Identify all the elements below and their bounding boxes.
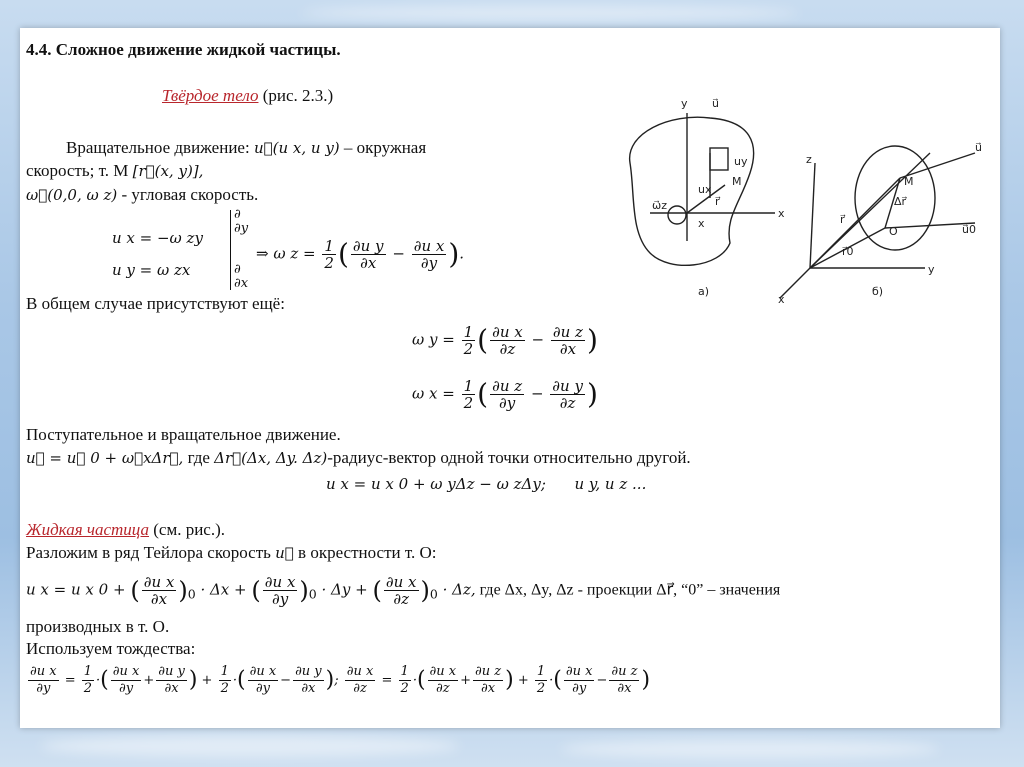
- velocity-box-a: [710, 148, 728, 170]
- eq1-rhs: ⇒ ω z = $\frac{1}{2}$ ( $\frac{\text{∂u y}}{\partial x}$ − $\frac{\text{∂u x}}{\partial y}$ ).: [256, 237, 465, 272]
- figure-rigid-body: [610, 93, 990, 308]
- label-ux-a: ux: [698, 183, 712, 196]
- eq-omega-y: ω y = $\frac{1}{2}$ ( $\frac{\text{∂u x}}{\partial z}$ − $\frac{\text{∂u z}}{\partial x}$ ): [412, 323, 598, 358]
- solid-body-ref: (рис. 2.3.): [258, 86, 334, 105]
- label-x-axis-a: x: [778, 207, 785, 220]
- rotational-prefix: Вращательное движение:: [66, 138, 254, 157]
- eq-omega-x: ω x = $\frac{1}{2}$ ( $\frac{\text{∂u z}}{\partial y}$ − $\frac{\text{∂u y}}{\partial z}$ ): [412, 377, 598, 412]
- label-a: а): [698, 285, 710, 298]
- fluid-particle-link[interactable]: Жидкая частица: [26, 520, 149, 539]
- label-u-b: u⃗: [975, 141, 982, 154]
- z-axis-b: [810, 163, 815, 268]
- eq1-ux: u x = −ω zy: [112, 229, 203, 247]
- radius-vector-math: Δr⃗(Δx, Δy. Δz): [214, 449, 328, 467]
- eq1-d-dy: ∂ ∂y: [234, 207, 249, 236]
- body-outline-a: [630, 117, 754, 265]
- rotational-suffix: – окружная: [339, 138, 427, 157]
- identity-text: Используем тождества:: [26, 639, 196, 658]
- translational-math: u⃗ = u⃗ 0 + ω⃗xΔr⃗,: [26, 449, 184, 467]
- eq1-d-dx: ∂ ∂x: [234, 262, 249, 291]
- rotational-line-1: [66, 138, 426, 158]
- translational-eq-line: u⃗ = u⃗ 0 + ω⃗xΔr⃗, где Δr⃗(Δx, Δy. Δz)-радиус-вектор одной точки относительно другой.: [26, 448, 691, 467]
- label-r-b: r⃗: [840, 213, 845, 226]
- rotational-line-3: [26, 185, 258, 205]
- label-r-a: r⃗: [715, 195, 720, 208]
- taylor-equation: u x = u x 0 + ( $\frac{\text{∂u x}}{\partial x}$ )$_0 \cdot \Delta x$ + ( $\frac{\text{∂u x}}{\partial y}$ )$_0 \cdot \Delta y$ + ( $\frac{\text{∂u x}}{\partial z}$ )$_0 \cdot \Delta z$, где Δx, Δy, Δz - проекции Δr⃗, “0” – значения: [26, 573, 781, 608]
- fluid-particle-line: [26, 520, 225, 540]
- rotational-line-2: [26, 161, 203, 181]
- slide-title: 4.4. Сложное движение жидкой частицы.: [26, 40, 341, 59]
- eq1-bar: [230, 210, 231, 290]
- taylor-u: u⃗: [275, 544, 294, 562]
- angular-velocity-label: - угловая скорость.: [117, 185, 259, 204]
- point-m-math: [r⃗(x, y)],: [132, 162, 204, 180]
- solid-body-line: [162, 86, 333, 106]
- label-r0-b: r⃗0: [842, 245, 854, 258]
- general-case-text: В общем случае присутствуют ещё:: [26, 294, 285, 313]
- solid-body-link[interactable]: Твёрдое тело: [162, 86, 259, 105]
- rotational-velocity-math: u⃗(u x, u y): [253, 139, 340, 157]
- taylor-line: Разложим в ряд Тейлора скорость u⃗ в окрестности т. О:: [26, 543, 437, 562]
- label-omega-a: ω⃗z: [652, 199, 667, 212]
- label-dr-b: Δr⃗: [894, 195, 907, 208]
- label-u0-b: u⃗0: [962, 223, 976, 236]
- translational-text: Поступательное и вращательное движение.: [26, 425, 341, 444]
- label-y-b: y: [928, 263, 935, 276]
- label-y-a: y: [681, 97, 688, 110]
- label-x-a: x: [698, 217, 705, 230]
- label-x-b: x: [778, 293, 785, 306]
- angular-velocity-math: ω⃗(0,0, ω z): [26, 186, 118, 204]
- fluid-particle-ref: (см. рис.).: [149, 520, 226, 539]
- slide: [20, 28, 1000, 728]
- label-o-b: O: [889, 225, 898, 238]
- radius-vector-desc: -радиус-вектор одной точки относительно другой.: [327, 448, 691, 467]
- derivatives-text: производных в т. О.: [26, 617, 170, 636]
- label-b: б): [872, 285, 884, 298]
- label-m-a: M: [732, 175, 742, 188]
- label-m-b: M: [904, 175, 914, 188]
- omega-arc-a: [668, 206, 686, 224]
- point-m-prefix: скорость; т. М: [26, 161, 133, 180]
- ux-line: u x = u x 0 + ω yΔz − ω zΔy; u y, u z ...: [326, 475, 647, 493]
- label-u-a: u⃗: [712, 97, 719, 110]
- identity-equation: $\frac{\text{∂u x}}{\partial y}$ = $\frac{1}{2}$ ·( $\frac{\text{∂u x}}{\partial y}$ + $\frac{\text{∂u y}}{\partial x}$ ) + $\frac{1}{2}$ ·( $\frac{\text{∂u x}}{\partial y}$ − $\frac{\text{∂u y}}{\partial x}$ ); $\frac{\text{∂u x}}{\partial z}$ = $\frac{1}{2}$ ·( $\frac{\text{∂u x}}{\partial z}$ + $\frac{\text{∂u z}}{\partial x}$ ) + $\frac{1}{2}$ ·( $\frac{\text{∂u x}}{\partial y}$ − $\frac{\text{∂u z}}{\partial x}$ ): [30, 664, 651, 696]
- label-z-b: z: [806, 153, 812, 166]
- label-uy-a: uy: [734, 155, 748, 168]
- eq1-uy: u y = ω zx: [112, 261, 191, 279]
